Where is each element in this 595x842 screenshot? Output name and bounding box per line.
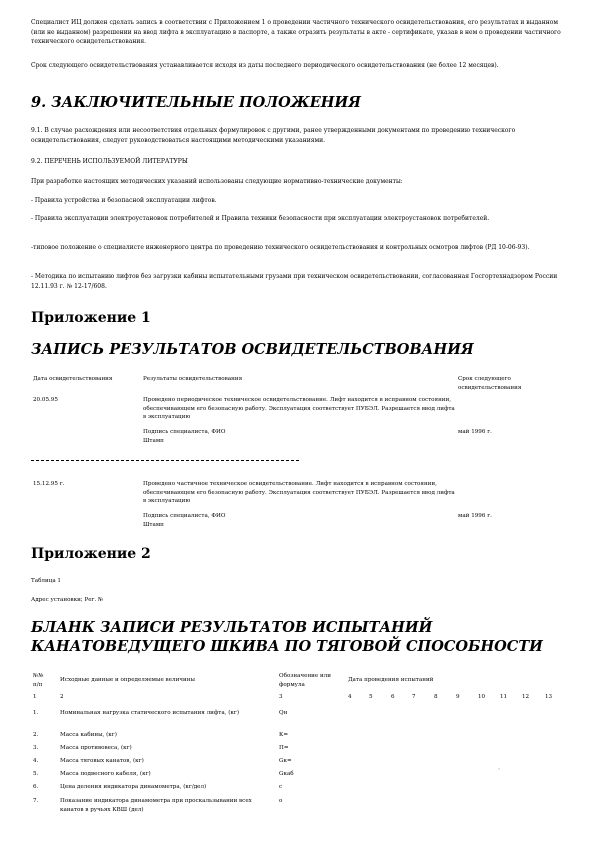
table-row-number: 1. xyxy=(33,710,39,716)
table-row-symbol: с xyxy=(279,784,283,790)
column-number: 3 xyxy=(279,694,283,700)
table-row-number: 2. xyxy=(33,732,39,738)
table-row-number: 3. xyxy=(33,745,39,751)
table-row-symbol: Qн xyxy=(279,710,288,716)
column-number: 4 xyxy=(348,694,352,700)
record-1-date: 20.05.95 xyxy=(33,397,58,403)
record-2-next-date: май 1996 г. xyxy=(458,513,492,519)
column-number: 11 xyxy=(500,694,508,700)
table-label: Таблица 1 xyxy=(31,578,61,584)
literature-item-2: - Правила эксплуатации электроустановок потребителей и Правила техники безопасности при эксплуатации электроустановок потребителей. xyxy=(31,215,490,222)
literature-item-3: -типовое положение о специалисте инженерного центра по проведению технического освидетельствования и контрольных осмотров лифтов (РД 10-06-93). xyxy=(31,244,530,251)
appendix-2-heading-line-1: БЛАНК ЗАПИСИ РЕЗУЛЬТАТОВ ИСПЫТАНИЙ xyxy=(31,619,433,636)
table-row-name: Номинальная нагрузка статического испытания лифта, (кг) xyxy=(60,710,240,716)
table-row-symbol: К= xyxy=(279,732,289,738)
table-row-symbol: о xyxy=(279,798,283,804)
table-row-name: Масса тяговых канатов, (кг) xyxy=(60,758,144,764)
column-number: 8 xyxy=(434,694,438,700)
table-col-number: №№ п/п xyxy=(33,673,44,688)
appendix-1-heading: ЗАПИСЬ РЕЗУЛЬТАТОВ ОСВИДЕТЕЛЬСТВОВАНИЯ xyxy=(31,341,474,358)
record-2-stamp: Штамп xyxy=(143,522,164,528)
table-col-dates: Дата проведения испытаний xyxy=(348,677,434,683)
table-row-number: 5. xyxy=(33,771,39,777)
table-row-symbol: П= xyxy=(279,745,289,751)
record-1-stamp: Штамп xyxy=(143,438,164,444)
col-header-next: Срок следующего освидетельствования xyxy=(458,376,522,391)
table-row-name: Цена деления индикатора динамометра, (кг/дел) xyxy=(60,784,207,790)
table-col-name: Исходные данные и определяемые величины xyxy=(60,677,195,683)
column-number: 9 xyxy=(456,694,460,700)
record-1-next-date: май 1996 г. xyxy=(458,429,492,435)
column-number: 13 xyxy=(545,694,553,700)
record-2-text: Проведено частичное техническое освидетельствование. Лифт находится в исправном состоянии, обеспечивающем его безопасную работу. Эксплуатация соответствует ПУБЭЛ. Разрешается ввод лифта в эксплуатацию xyxy=(143,481,455,505)
table-row-name: Показание индикатора динамометра при проскальзывании всех канатов в ручьях КВШ (дел) xyxy=(60,798,252,813)
table-row-number: 4. xyxy=(33,758,39,764)
literature-item-1: - Правила устройства и безопасной эксплуатации лифтов. xyxy=(31,197,217,204)
table-row-name: Масса кабины, (кг) xyxy=(60,732,117,738)
intro-paragraph-1: Специалист ИЦ должен сделать запись в соответствии с Приложением 1 о проведении частичного технического освидетельствования, его результатах и выданном (или не выданном) разрешении на ввод лифта в эксплуатацию в паспорте, а также отразить результаты в акте - сертификате, указав в нем о проведении частичного технического освидетельствования. xyxy=(31,19,561,45)
record-2-signature: Подпись специалиста, ФИО xyxy=(143,513,226,519)
record-divider xyxy=(31,460,299,461)
literature-item-4: - Методика по испытанию лифтов без загрузки кабины испытательными грузами при техническом освидетельствовании, согласованная Госгортехнадзором России 12.11.93 г. № 12-17/608. xyxy=(31,273,558,290)
intro-paragraph-2: Срок следующего освидетельствования устанавливается исходя из даты последнего периодического освидетельствования (не более 12 месяцев). xyxy=(31,62,499,69)
appendix-1-title: Приложение 1 xyxy=(31,310,151,326)
table-row-name: Масса противовеса, (кг) xyxy=(60,745,132,751)
record-1-signature: Подпись специалиста, ФИО xyxy=(143,429,226,435)
record-1-text: Проведено периодическое техническое освидетельствование. Лифт находится в исправном состоянии, обеспечивающем его безопасную работу. Эксплуатация соответствует ПУБЭЛ. Разрешается ввод лифта в эксплуатацию xyxy=(143,397,455,421)
column-number: 6 xyxy=(391,694,395,700)
column-number: 1 xyxy=(33,694,37,700)
address-label: Адрес установки; Рег. № xyxy=(31,597,104,603)
column-number: 12 xyxy=(522,694,530,700)
table-row-symbol: Gкаб xyxy=(279,771,294,777)
table-row-number: 7. xyxy=(33,798,39,804)
col-header-date: Дата освидетельствования xyxy=(33,376,113,382)
section-9-paragraph-1: 9.1. В случае расхождения или несоответствия отдельных формулировок с другими, ранее утвержденными документами по проведению технического освидетельствования, следует руководствоваться настоящими методическими указаниями. xyxy=(31,127,516,144)
section-9-paragraph-2: 9.2. ПЕРЕЧЕНЬ ИСПОЛЬЗУЕМОЙ ЛИТЕРАТУРЫ xyxy=(31,158,188,165)
record-2-date: 15.12.95 г. xyxy=(33,481,65,487)
appendix-2-title: Приложение 2 xyxy=(31,546,151,562)
table-row-symbol: Gк= xyxy=(279,758,292,764)
section-9-heading: 9. ЗАКЛЮЧИТЕЛЬНЫЕ ПОЛОЖЕНИЯ xyxy=(31,94,361,111)
section-9-paragraph-3: При разработке настоящих методических указаний использованы следующие нормативно-технические документы: xyxy=(31,178,403,185)
column-number: 10 xyxy=(478,694,486,700)
column-number: 7 xyxy=(412,694,416,700)
appendix-2-heading-line-2: КАНАТОВЕДУЩЕГО ШКИВА ПО ТЯГОВОЙ СПОСОБНОСТИ xyxy=(31,638,543,655)
column-number: 5 xyxy=(369,694,373,700)
stray-mark: ` xyxy=(498,769,501,775)
table-row-number: 6. xyxy=(33,784,39,790)
table-col-symbol: Обозначение или формула xyxy=(279,673,331,688)
col-header-results: Результаты освидетельствования xyxy=(143,376,243,382)
column-number: 2 xyxy=(60,694,64,700)
table-row-name: Масса подвесного кабеля, (кг) xyxy=(60,771,151,777)
